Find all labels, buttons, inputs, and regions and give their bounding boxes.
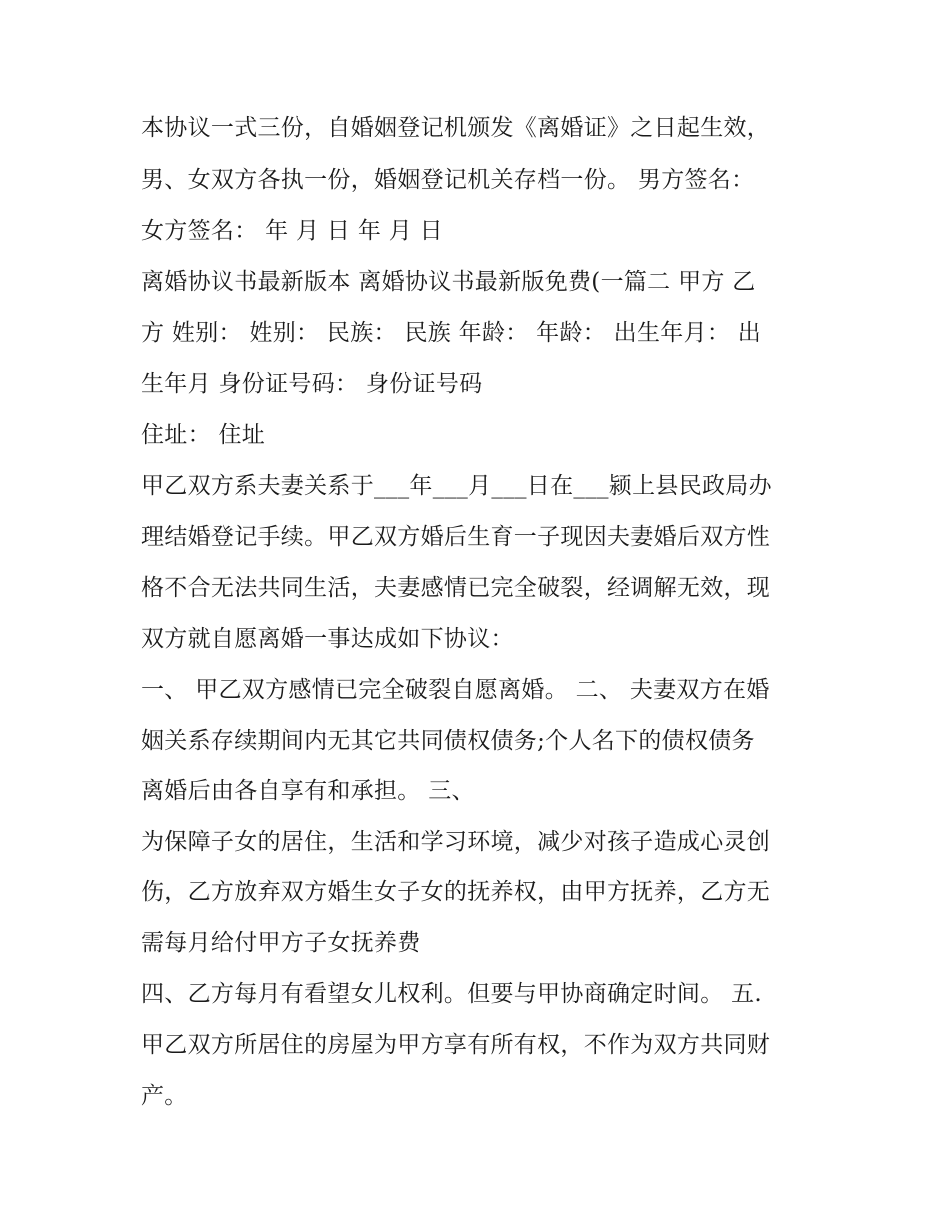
text-line: 理结婚登记手续。甲乙双方婚后生育一子现因夫妻婚后双方性 [141, 524, 771, 550]
text-line: 四、乙方每月有看望女儿权利。但要与甲协商确定时间。 五. [141, 981, 763, 1007]
text-line: 本协议一式三份，自婚姻登记机颁发《离婚证》之日起生效， [141, 115, 771, 141]
text-line: 需每月给付甲方子女抚养费 [141, 930, 421, 956]
text-line: 一、 甲乙双方感情已完全破裂自愿离婚。 二、 夫妻双方在婚 [141, 677, 770, 703]
text-line: 甲乙双方所居住的房屋为甲方享有所有权，不作为双方共同财 [141, 1032, 771, 1058]
text-line: 男、女双方各执一份，婚姻登记机关存档一份。 男方签名： [141, 167, 755, 193]
text-line: 生年月 身份证号码： 身份证号码 [141, 371, 483, 397]
text-line: 格不合无法共同生活，夫妻感情已完全破裂，经调解无效，现 [141, 575, 771, 601]
text-line: 为保障子女的居住，生活和学习环境，减少对孩子造成心灵创 [141, 829, 771, 855]
text-line: 住址： 住址 [141, 422, 266, 448]
text-line: 女方签名： 年 月 日 年 月 日 [141, 218, 443, 244]
text-line: 产。 [141, 1083, 188, 1109]
text-line: 甲乙双方系夫妻关系于___年___月___日在___颍上县民政局办 [141, 473, 772, 499]
text-line: 离婚后由各自享有和承担。 三、 [141, 778, 475, 804]
text-line: 姻关系存续期间内无其它共同债权债务;个人名下的债权债务 [141, 728, 755, 754]
text-line: 离婚协议书最新版本 离婚协议书最新版免费(一篇二 甲方 乙 [141, 269, 756, 295]
text-line: 伤，乙方放弃双方婚生女子女的抚养权，由甲方抚养，乙方无 [141, 879, 771, 905]
text-line: 双方就自愿离婚一事达成如下协议： [141, 626, 514, 652]
text-line: 方 姓别： 姓别： 民族： 民族 年龄： 年龄： 出生年月： 出 [141, 320, 762, 346]
